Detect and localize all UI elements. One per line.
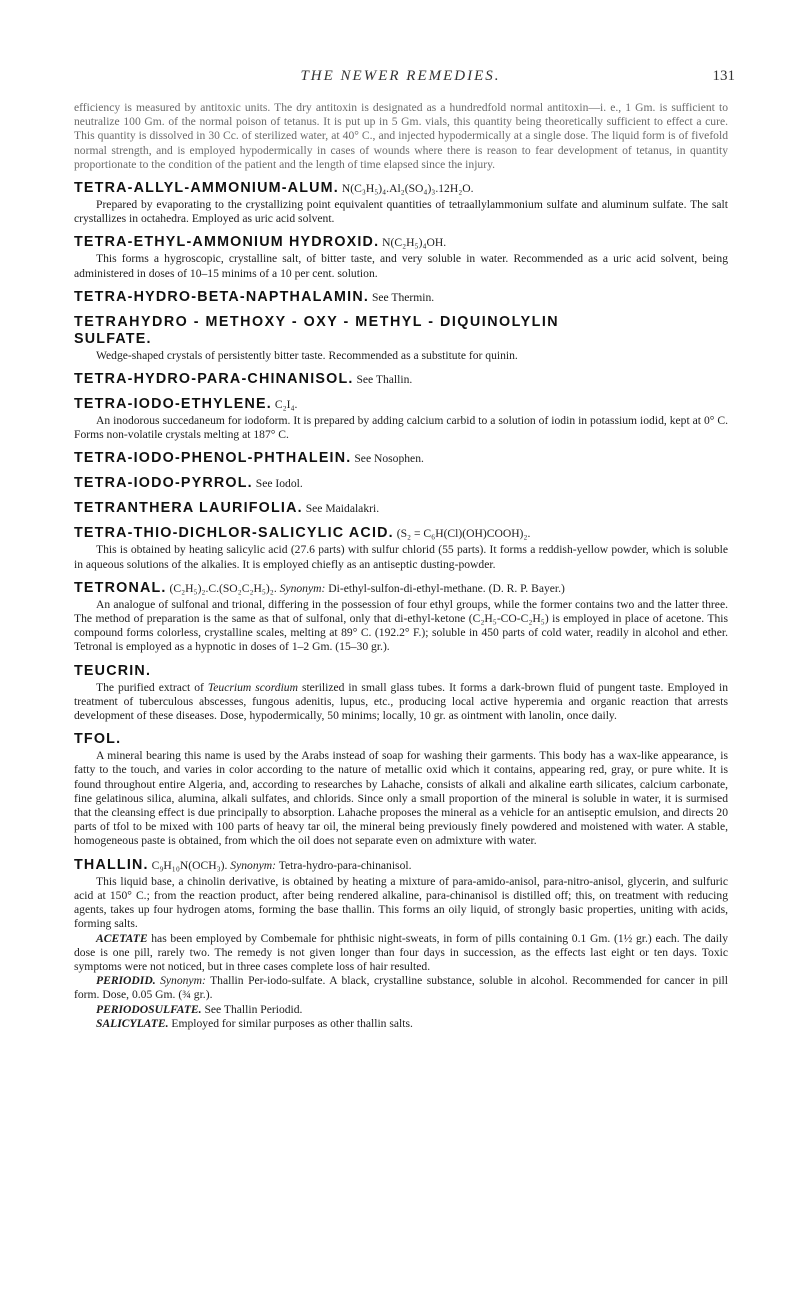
entry-heading: TETRONAL. [74,579,167,596]
synonym-text: Di-ethyl-sulfon-di-ethyl-methane. (D. R. P. Bayer.) [328,581,565,595]
synonym-text: Tetra-hydro-para-chinanisol. [278,858,412,872]
subentry-periodid [74,974,728,1002]
chemical-formula: C₂I₄. [274,398,298,412]
entry-tetronal [74,580,728,655]
entry-heading: TETRA-ETHYL-AMMONIUM HYDROXID. [74,234,380,251]
entry-body: Wedge-shaped crystals of persistently bitter taste. Recommended as a substitute for quinin. [96,348,518,362]
synonym-label: Synonym: [230,858,276,872]
body-text: sterilized in small glass tubes. It forms a dark-brown fluid of pungent taste. Employed in treatment of tuberculous abscesses, fungous adenitis, lupus, etc., producing local active hyperemia and organic reaction that arrests development of these diseases. Dose, hypodermically, 50 minims; locally, 10 gr. as ointment with lanolin, once daily. [74,680,729,723]
subentry-label: PERIODOSULFATE. [96,1002,202,1016]
entry-body: This is obtained by heating salicylic acid (27.6 parts) with sulfur chlorid (55 parts). It forms a reddish-yellow powder, which is soluble in aqueous solutions of the alkalies. It is employed chiefly as an antiseptic dusting-powder. [74,543,728,571]
entry-tetra-iodo-ethylene [74,396,728,442]
subentry-text: has been employed by Combemale for phthisic night-sweats, in form of pills containing 0.1 Gm. (1½ gr.) each. The daily dose is one pill, rarely two. The remedy is not given longer than four days in succession, as the effects last eight or ten days. Toxic symptoms were not noticed, but in three cases complete loss of hair resulted. [74,931,728,973]
synonym-label: Synonym: [279,581,326,595]
entry-teucrin [74,663,728,724]
chemical-formula: C₉H₁₀N(OCH₃). [151,858,228,872]
running-header [0,68,801,88]
entry-heading: TETRA-IODO-PYRROL. [74,475,253,492]
subentry-text: See Thallin Periodid. [201,1002,303,1016]
cross-reference: See Nosophen. [354,452,424,466]
entry-body: Prepared by evaporating to the crystallizing point equivalent quantities of tetraallylammonium sulfate and aluminum sulfate. The salt crystallizes in octahedra. Employed as uric acid solvent. [74,198,728,226]
chemical-formula: N(C₂H₅)₄OH. [382,236,447,250]
entry-heading: TETRANTHERA LAURIFOLIA. [74,500,303,517]
chemical-formula: (C₂H₅)₂.C.(SO₂C₂H₅)₂. [169,581,277,595]
entry-tetra-hydro-beta-napthalamin [74,289,728,306]
chemical-formula: (S₂ = C₆H(Cl)(OH)COOH)₂. [396,527,531,541]
entry-heading-line-1: TETRAHYDRO - METHOXY - OXY - METHYL - DIQUINOLYLIN [74,313,560,330]
entry-tetra-allyl-ammonium-alum [74,180,728,226]
subentry-label: PERIODID. [96,974,156,988]
entry-body [74,681,728,724]
entry-heading: TETRA-HYDRO-PARA-CHINANISOL. [74,371,354,388]
entry-body: A mineral bearing this name is used by the Arabs instead of soap for washing their garments. This body has a wax-like appearance, is fatty to the touch, and varies in color according to the nature of metallic oxid which it contains, appearing red, gray, or pure white. It is found throughout entire Algeria, and, according to researches by Lahache, consists of alkali and alkaline earth silicates, calcium carbonate, fine gelatinous silica, alumina, alkali sulfates, and chlorids. Since only a small proportion of the mineral is soluble in water, it is surmised that the cleansing effect is due principally to absorption. Lahache proposes the mineral as a vehicle for an antiseptic emulsion, and directs 20 parts of tfol to be mixed with 100 parts of heavy tar oil, the mineral being previously finely powdered and moistened with water. A stable, homogeneous paste is obtained, from which the oil does not separate even on admixture with water. [74,749,728,848]
entry-heading: TETRA-IODO-PHENOL-PHTHALEIN. [74,450,352,467]
entry-body: This forms a hygroscopic, crystalline salt, of bitter taste, and very soluble in water. Recommended as a uric acid solvent, being administered in doses of 10–15 minims of a 10 per cent. solution. [74,252,728,280]
entry-body: An analogue of sulfonal and trional, differing in the possession of four ethyl groups, while the former contains two and the latter three. The method of preparation is the same as that of sulfonal, only that di-ethyl-ketone (C₂H₅-CO-C₂H₅) is employed in place of acetone. This compound forms colorless, crystalline scales, melting at 89° C. (192.2° F.); soluble in 450 parts of cold water, readily in alcohol and ether. Tetronal is employed as a hypnotic in doses of 1–2 Gm. (15–30 gr.). [74,597,728,654]
subentry-acetate [74,932,728,975]
entry-body: This liquid base, a chinolin derivative, is obtained by heating a mixture of para-amido-anisol, para-nitro-anisol, glycerin, and sulfuric acid at 150° C.; from the reaction product, after being rendered alkaline, para-chinanisol is distilled off; this, on treatment with reducing agents, takes up four hydrogen atoms, forming the base thallin. This forms an oily liquid, of strongly basic properties, uniting with acids, forming salts. [74,874,728,931]
running-title: THE NEWER REMEDIES. [300,68,501,84]
cross-reference: See Thallin. [356,373,413,387]
entry-body: An inodorous succedaneum for iodoform. It is prepared by adding calcium carbid to a solution of iodin in potassium iodid, kept at 0° C. Forms non-volatile crystals melting at 187° C. [74,414,728,442]
body-text: The purified extract of [96,680,208,694]
subentry-text: Thallin Per-iodo-sulfate. A black, crystalline substance, soluble in alcohol. Recommended for cancer in pill form. Dose, 0.05 Gm. (¾ gr.). [74,974,728,1002]
entry-heading: THALLIN. [74,856,149,873]
entry-heading: TETRA-HYDRO-BETA-NAPTHALAMIN. [74,288,370,305]
entry-thallin [74,857,728,1031]
entry-tetra-ethyl-ammonium-hydroxid [74,234,728,280]
entry-tetra-iodo-phenol-phthalein [74,450,728,467]
page-number: 131 [712,68,735,84]
subentry-salicylate [74,1017,728,1031]
entry-heading: TETRA-IODO-ETHYLENE. [74,396,272,413]
synonym-label: Synonym: [160,974,206,988]
species-name: Teucrium scordium [207,680,298,694]
entry-heading-line-2: SULFATE. [74,330,152,347]
chemical-formula: N(C₃H₅)₄.Al₂(SO₄)₃.12H₂O. [341,182,474,196]
entry-tetra-hydro-para-chinanisol [74,371,728,388]
page-body [74,101,728,1031]
cross-reference: See Iodol. [255,477,303,491]
cross-reference: See Thermin. [371,290,435,304]
entry-heading: TEUCRIN. [74,662,152,679]
entry-tetra-thio-dichlor-salicylic-acid [74,525,728,571]
entry-tfol [74,731,728,848]
entry-tetranthera-laurifolia [74,500,728,517]
continued-paragraph: efficiency is measured by antitoxic units. The dry antitoxin is designated as a hundredfold normal antitoxin—i. e., 1 Gm. is sufficient to neutralize 100 Gm. of the normal poison of tetanus. It is put up in 5 Gm. vials, this quantity being theoretically sufficient to effect a cure. This quantity is dissolved in 30 Cc. of sterilized water, at 40° C., and injected hypodermically at a single dose. The liquid form is of fivefold normal strength, and is employed hypodermically in cases of wounds where there is reason to fear development of tetanus, in quantity proportionate to the condition of the patient and the length of time elapsed since the injury. [74,101,728,171]
subentry-label: SALICYLATE. [96,1016,169,1030]
entry-tetra-iodo-pyrrol [74,475,728,492]
entry-tetrahydro-methoxy-diquinolylin-sulfate [74,314,728,363]
cross-reference: See Maidalakri. [305,502,380,516]
subentry-text: Employed for similar purposes as other thallin salts. [168,1016,413,1030]
subentry-periodosulfate [74,1003,728,1017]
entry-heading: TETRA-THIO-DICHLOR-SALICYLIC ACID. [74,525,394,542]
entry-heading: TETRA-ALLYL-AMMONIUM-ALUM. [74,180,339,197]
entry-heading: TFOL. [74,731,122,748]
subentry-label: ACETATE [96,931,148,945]
